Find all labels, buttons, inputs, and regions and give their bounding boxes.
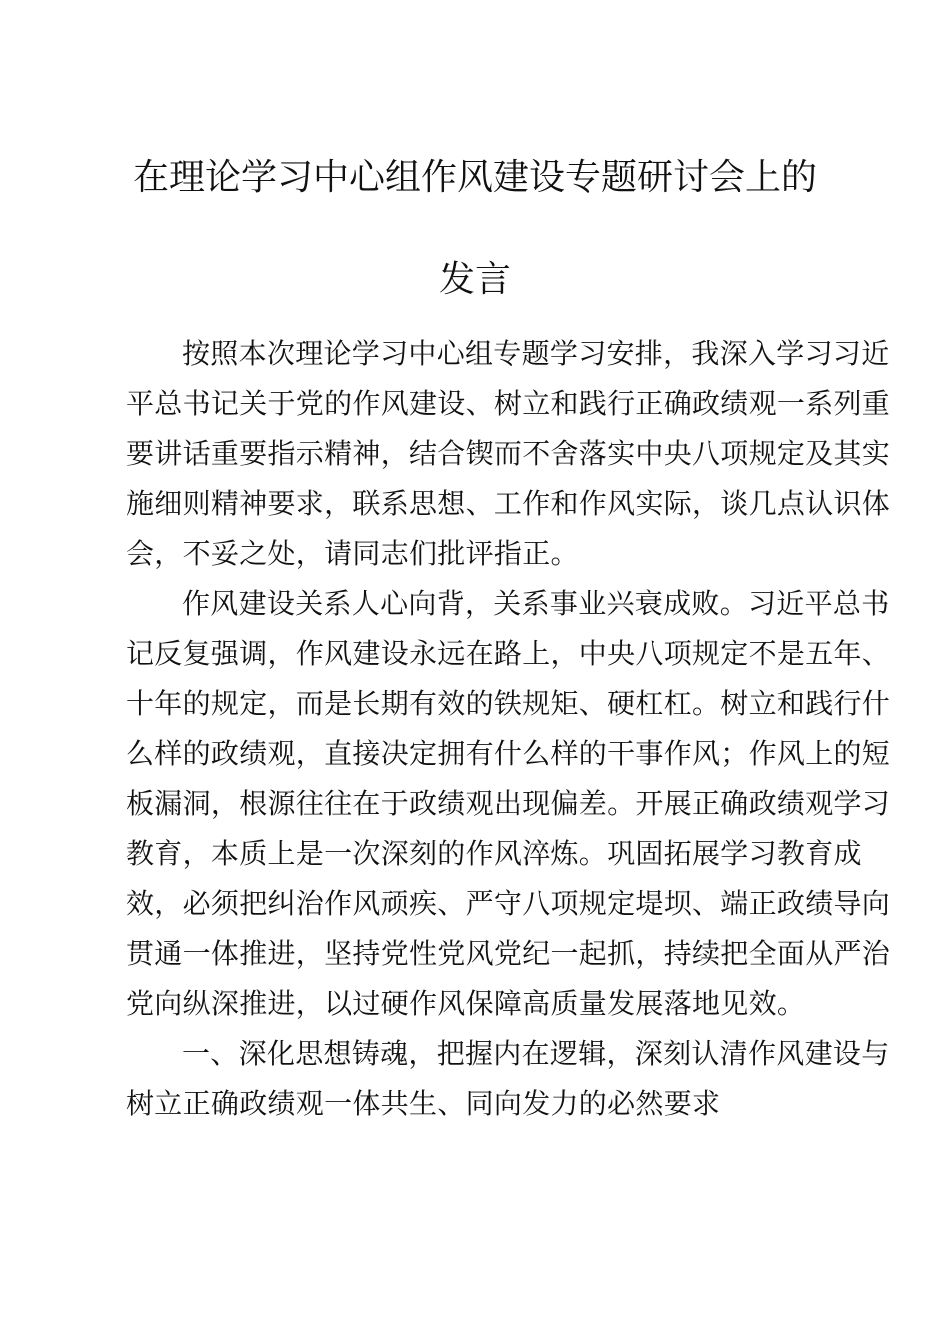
paragraph-line: 平总书记关于党的作风建设、树立和践行正确政绩观一系列重 (126, 387, 891, 420)
paragraph-second (126, 579, 891, 1029)
paragraph-intro (126, 329, 891, 579)
paragraph-line: 会，不妥之处，请同志们批评指正。 (126, 537, 579, 570)
document-title-line-2: 发言 (438, 259, 511, 300)
paragraph-line: 板漏洞，根源往往在于政绩观出现偏差。开展正确政绩观学习 (126, 787, 891, 820)
paragraph-line: 施细则精神要求，联系思想、工作和作风实际，谈几点认识体 (126, 487, 891, 520)
section-heading-line: 树立正确政绩观一体共生、同向发力的必然要求 (126, 1087, 721, 1120)
paragraph-line: 按照本次理论学习中心组专题学习安排，我深入学习习近 (182, 337, 890, 370)
document-body (126, 329, 891, 1129)
paragraph-line: 效，必须把纠治作风顽疾、严守八项规定堤坝、端正政绩导向 (126, 887, 891, 920)
paragraph-line: 么样的政绩观，直接决定拥有什么样的干事作风；作风上的短 (126, 737, 891, 770)
document-title-line-1: 在理论学习中心组作风建设专题研讨会上的 (132, 157, 817, 198)
section-heading-1 (126, 1029, 890, 1129)
paragraph-line: 十年的规定，而是长期有效的铁规矩、硬杠杠。树立和践行什 (126, 687, 891, 720)
paragraph-line: 贯通一体推进，坚持党性党风党纪一起抓，持续把全面从严治 (126, 937, 891, 970)
paragraph-line: 记反复强调，作风建设永远在路上，中央八项规定不是五年、 (126, 637, 891, 670)
paragraph-line: 党向纵深推进，以过硬作风保障高质量发展落地见效。 (126, 987, 806, 1020)
section-heading-line: 一、深化思想铸魂，把握内在逻辑，深刻认清作风建设与 (182, 1037, 890, 1070)
paragraph-line: 要讲话重要指示精神，结合锲而不舍落实中央八项规定及其实 (126, 437, 891, 470)
paragraph-line: 作风建设关系人心向背，关系事业兴衰成败。习近平总书 (182, 587, 890, 620)
paragraph-line: 教育，本质上是一次深刻的作风淬炼。巩固拓展学习教育成 (126, 837, 862, 870)
